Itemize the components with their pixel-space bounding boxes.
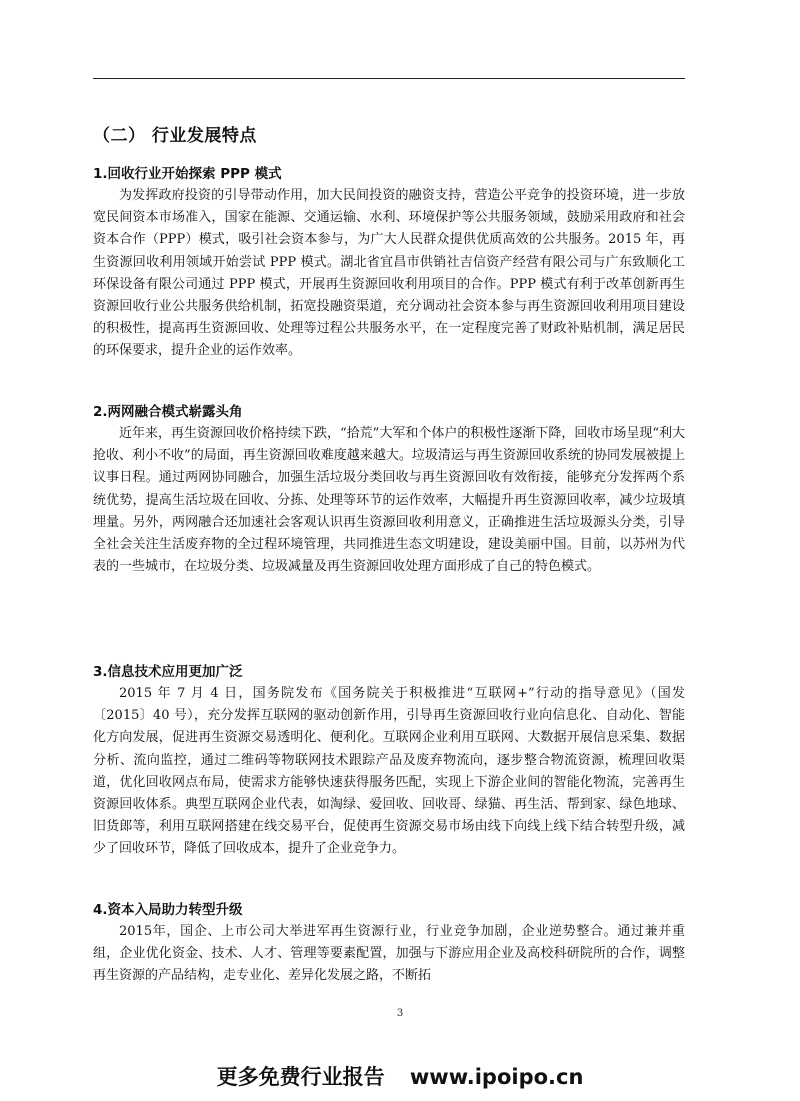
section-title: （二） 行业发展特点 [93, 126, 257, 146]
page-number: 3 [396, 1008, 404, 1019]
subsection-heading-ppp: 1.回收行业开始探索 PPP 模式 [93, 166, 282, 182]
subsection-heading-capital: 4.资本入局助力转型升级 [93, 902, 243, 918]
subsection-heading-information-technology: 3.信息技术应用更加广泛 [93, 664, 243, 680]
footer-site-link[interactable]: www.ipoipo.cn [409, 1065, 584, 1089]
subsection-paragraph-ppp: 为发挥政府投资的引导带动作用，加大民间投资的融资支持，营造公平竞争的投资环境，进一步放宽民间资本市场准入，国家在能源、交通运输、水利、环境保护等公共服务领域，鼓励采用政府和社会资本合作（PPP）模式，吸引社会资本参与，为广大人民群众提供优质高效的公共服务。2015 年，再生资源回收利用领域开始尝试 PPP 模式。湖北省宜昌市供销社吉信资产经营有限公司与广东致顺化工环保设备有限公司通过 PPP 模式，开展再生资源回收利用项目的合作。PPP 模式有利于改革创新再生资源回收行业公共服务供给机制，拓宽投融资渠道，充分调动社会资本参与再生资源回收利用项目建设的积极性，提高再生资源回收、处理等过程公共服务水平，在一定程度完善了财政补贴机制，满足居民的环保要求，提升企业的运作效率。 [93, 188, 685, 359]
footer-slogan: 更多免费行业报告 [216, 1065, 385, 1089]
subsection-heading-two-networks: 2.两网融合模式崭露头角 [93, 404, 243, 420]
footer-banner [0, 1061, 800, 1091]
subsection-paragraph-capital: 2015年，国企、上市公司大举进军再生资源行业，行业竞争加剧，企业逆势整合。通过兼并重组，企业优化资金、技术、人才、管理等要素配置，加强与下游应用企业及高校科研院所的合作，调整再生资源的产品结构，走专业化、差异化发展之路，不断拓 [93, 924, 685, 984]
subsection-paragraph-two-networks: 近年来，再生资源回收价格持续下跌，“拾荒”大军和个体户的积极性逐渐下降，回收市场呈现“利大抢收、利小不收”的局面，再生资源回收难度越来越大。垃圾清运与再生资源回收系统的协同发展被提上议事日程。通过两网协同融合，加强生活垃圾分类回收与再生资源回收有效衔接，能够充分发挥两个系统优势，提高生活垃圾在回收、分拣、处理等环节的运作效率，大幅提升再生资源回收率，减少垃圾填埋量。另外，两网融合还加速社会客观认识再生资源回收利用意义，正确推进生活垃圾源头分类，引导全社会关注生活废弃物的全过程环境管理，共同推进生态文明建设，建设美丽中国。目前，以苏州为代表的一些城市，在垃圾分类、垃圾减量及再生资源回收处理方面形成了自己的特色模式。 [93, 426, 685, 575]
subsection-paragraph-information-technology: 2015 年 7 月 4 日，国务院发布《国务院关于积极推进“互联网+”行动的指导意见》（国发〔2015〕40 号），充分发挥互联网的驱动创新作用，引导再生资源回收行业向信息化、自动化、智能化方向发展，促进再生资源交易透明化、便利化。互联网企业利用互联网、大数据开展信息采集、数据分析、流向监控，通过二维码等物联网技术跟踪产品及废弃物流向，逐步整合物流资源，梳理回收渠道，优化回收网点布局，使需求方能够快速获得服务匹配，实现上下游企业间的智能化物流，完善再生资源回收体系。典型互联网企业代表，如淘绿、爱回收、回收哥、绿猫、再生活、帮到家、绿色地球、旧货郎等，利用互联网搭建在线交易平台，促使再生资源交易市场由线下向线上线下结合转型升级，减少了回收环节，降低了回收成本，提升了企业竞争力。 [93, 686, 685, 857]
header-rule [93, 78, 685, 79]
